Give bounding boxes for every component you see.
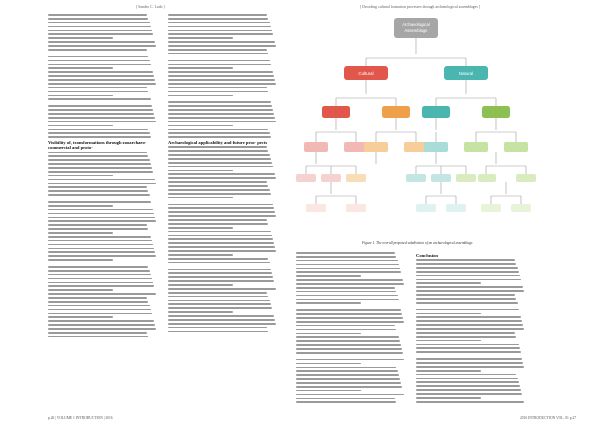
text-line bbox=[296, 260, 398, 262]
text-line bbox=[296, 275, 361, 277]
text-line bbox=[48, 71, 153, 73]
text-line bbox=[168, 18, 268, 20]
text-line bbox=[168, 185, 268, 187]
text-line bbox=[416, 324, 523, 326]
text-line bbox=[168, 53, 268, 55]
text-line bbox=[416, 370, 481, 372]
text-line bbox=[48, 45, 156, 47]
section-heading: Archaeological applicability and future pros- pects bbox=[168, 140, 268, 146]
text-line bbox=[296, 352, 403, 354]
text-line bbox=[48, 336, 148, 338]
text-line bbox=[296, 398, 395, 400]
text-line bbox=[296, 268, 400, 270]
figure-caption: Figure 1. The overall proposed subdivision of an archaeological assemblage. bbox=[362, 241, 474, 245]
diagram-node bbox=[482, 106, 510, 118]
text-line bbox=[48, 105, 152, 107]
diagram-node bbox=[296, 174, 316, 182]
text-line bbox=[416, 316, 521, 318]
text-line bbox=[168, 246, 275, 248]
text-line bbox=[48, 98, 151, 100]
text-line bbox=[48, 240, 152, 242]
running-header-left: [ Sandro C. Ludo ] bbox=[136, 5, 165, 9]
text-line bbox=[48, 136, 151, 138]
text-line bbox=[168, 166, 273, 168]
text-line bbox=[48, 41, 155, 43]
diagram-node bbox=[431, 174, 451, 182]
text-line bbox=[296, 309, 401, 311]
diagram-root-node bbox=[394, 18, 438, 38]
text-line bbox=[168, 45, 276, 47]
text-line bbox=[48, 183, 156, 185]
diagram-node bbox=[346, 204, 366, 212]
text-line bbox=[48, 175, 113, 177]
text-line bbox=[168, 14, 267, 16]
text-line bbox=[48, 129, 148, 131]
node-label: Natural bbox=[458, 71, 474, 76]
text-line bbox=[48, 190, 148, 192]
text-line bbox=[48, 213, 154, 215]
text-line bbox=[48, 205, 113, 207]
text-line bbox=[48, 152, 147, 154]
text-line bbox=[168, 26, 271, 28]
text-line bbox=[48, 309, 151, 311]
text-line bbox=[296, 317, 403, 319]
text-line bbox=[48, 179, 155, 181]
text-line bbox=[416, 275, 520, 277]
text-line bbox=[48, 155, 148, 157]
diagram-node bbox=[456, 174, 476, 182]
text-line bbox=[168, 136, 271, 138]
text-line bbox=[168, 319, 275, 321]
text-line bbox=[168, 215, 276, 217]
text-line bbox=[48, 293, 156, 295]
diagram-node bbox=[422, 106, 450, 118]
running-header-right: [ Decoding cultural formation processes through archaeological assemblages ] bbox=[360, 5, 481, 9]
text-column-2 bbox=[168, 14, 276, 334]
text-line bbox=[416, 282, 481, 284]
text-line bbox=[168, 219, 267, 221]
text-line bbox=[48, 305, 150, 307]
text-line bbox=[48, 167, 152, 169]
text-line bbox=[296, 394, 404, 396]
diagram-node bbox=[346, 174, 366, 182]
text-line bbox=[168, 158, 271, 160]
diagram-node bbox=[416, 204, 436, 212]
text-line bbox=[48, 79, 155, 81]
root-label-line2: Assemblage bbox=[404, 28, 428, 33]
text-line bbox=[48, 109, 153, 111]
text-line bbox=[168, 71, 273, 73]
text-line bbox=[168, 132, 270, 134]
text-line bbox=[416, 279, 521, 281]
text-line bbox=[168, 146, 267, 148]
text-line bbox=[168, 22, 270, 24]
diagram-level-3 bbox=[304, 142, 528, 152]
text-line bbox=[168, 121, 276, 123]
text-line bbox=[168, 170, 233, 172]
diagram-node-natural bbox=[444, 66, 488, 80]
text-line bbox=[168, 41, 275, 43]
text-line bbox=[48, 274, 151, 276]
text-line bbox=[168, 207, 274, 209]
text-column-1 bbox=[48, 14, 156, 340]
text-line bbox=[48, 49, 147, 51]
text-line bbox=[48, 132, 150, 134]
diagram-node bbox=[504, 142, 528, 152]
text-line bbox=[168, 91, 268, 93]
text-line bbox=[48, 301, 148, 303]
text-line bbox=[168, 242, 274, 244]
text-line bbox=[296, 340, 400, 342]
text-line bbox=[168, 129, 268, 131]
text-line bbox=[168, 327, 267, 329]
diagram-level-5 bbox=[306, 204, 531, 212]
text-line bbox=[168, 262, 270, 264]
text-line bbox=[48, 18, 148, 20]
diagram-node bbox=[382, 106, 410, 118]
text-line bbox=[48, 30, 152, 32]
text-line bbox=[168, 288, 276, 290]
text-line bbox=[48, 324, 155, 326]
text-line bbox=[168, 37, 233, 39]
text-line bbox=[168, 227, 233, 229]
text-line bbox=[296, 329, 396, 331]
text-line bbox=[296, 401, 396, 403]
text-line bbox=[48, 121, 156, 123]
text-line bbox=[48, 228, 148, 230]
text-line bbox=[168, 30, 272, 32]
text-line bbox=[168, 323, 276, 325]
text-line bbox=[296, 271, 401, 273]
text-line bbox=[48, 117, 155, 119]
text-line bbox=[48, 224, 147, 226]
text-line bbox=[416, 385, 520, 387]
text-line bbox=[48, 220, 156, 222]
text-line bbox=[168, 83, 276, 85]
diagram-level-2 bbox=[322, 106, 510, 118]
text-line bbox=[296, 279, 403, 281]
text-line bbox=[168, 272, 272, 274]
text-line bbox=[416, 374, 516, 376]
text-line bbox=[48, 217, 155, 219]
diagram-node bbox=[364, 142, 388, 152]
text-line bbox=[416, 294, 515, 296]
text-line bbox=[168, 223, 268, 225]
text-line bbox=[296, 295, 398, 297]
text-line bbox=[168, 154, 270, 156]
text-line bbox=[48, 316, 113, 318]
text-line bbox=[48, 14, 147, 16]
text-line bbox=[48, 67, 113, 69]
text-line bbox=[296, 333, 361, 335]
text-line bbox=[48, 163, 151, 165]
text-line bbox=[48, 289, 113, 291]
diagram-node bbox=[304, 142, 328, 152]
text-line bbox=[48, 285, 154, 287]
text-line bbox=[168, 95, 233, 97]
text-line bbox=[48, 159, 150, 161]
text-line bbox=[168, 300, 270, 302]
text-line bbox=[296, 359, 404, 361]
text-line bbox=[416, 286, 523, 288]
text-column-3 bbox=[296, 252, 404, 405]
text-line bbox=[296, 370, 398, 372]
text-line bbox=[48, 255, 156, 257]
text-line bbox=[168, 67, 233, 69]
diagram-node-cultural bbox=[344, 66, 388, 80]
text-line bbox=[168, 211, 275, 213]
text-line bbox=[48, 266, 148, 268]
text-line bbox=[48, 171, 153, 173]
text-line bbox=[168, 150, 268, 152]
text-line bbox=[416, 351, 521, 353]
diagram-node bbox=[516, 174, 536, 182]
text-line bbox=[168, 331, 268, 333]
text-line bbox=[168, 276, 273, 278]
text-line bbox=[48, 91, 148, 93]
text-line bbox=[168, 204, 273, 206]
text-line bbox=[416, 271, 519, 273]
text-line bbox=[48, 87, 147, 89]
text-line bbox=[48, 244, 153, 246]
text-line bbox=[48, 26, 151, 28]
text-line bbox=[168, 269, 271, 271]
text-line bbox=[168, 292, 267, 294]
text-line bbox=[416, 362, 523, 364]
text-line bbox=[416, 401, 524, 403]
text-line bbox=[296, 325, 395, 327]
text-line bbox=[168, 101, 271, 103]
text-line bbox=[48, 232, 113, 234]
running-footer-right: 2016 INTRODUCTION VOL. 01 p.27 bbox=[520, 416, 577, 420]
text-line bbox=[48, 75, 154, 77]
text-line bbox=[168, 60, 270, 62]
text-line bbox=[296, 252, 395, 254]
text-line bbox=[168, 254, 233, 256]
text-line bbox=[168, 113, 274, 115]
text-line bbox=[296, 287, 395, 289]
text-line bbox=[296, 344, 401, 346]
text-line bbox=[48, 320, 154, 322]
text-line bbox=[168, 33, 273, 35]
text-line bbox=[168, 162, 272, 164]
text-line bbox=[48, 328, 156, 330]
text-line bbox=[48, 248, 154, 250]
text-line bbox=[168, 235, 272, 237]
text-line bbox=[168, 125, 233, 127]
text-line bbox=[48, 56, 148, 58]
text-line bbox=[168, 79, 275, 81]
text-line bbox=[48, 125, 113, 127]
text-line bbox=[48, 33, 153, 35]
text-line bbox=[296, 390, 361, 392]
text-line bbox=[416, 340, 481, 342]
text-line bbox=[416, 290, 524, 292]
text-column-4 bbox=[416, 252, 524, 405]
text-line bbox=[48, 236, 151, 238]
text-line bbox=[48, 270, 150, 272]
text-line bbox=[416, 302, 518, 304]
text-line bbox=[296, 382, 401, 384]
text-line bbox=[48, 313, 152, 315]
text-line bbox=[168, 284, 233, 286]
diagram-node bbox=[321, 174, 341, 182]
text-line bbox=[296, 299, 399, 301]
text-line bbox=[168, 109, 273, 111]
text-line bbox=[48, 278, 152, 280]
text-line bbox=[416, 336, 516, 338]
text-line bbox=[296, 374, 399, 376]
text-line bbox=[296, 336, 399, 338]
text-line bbox=[168, 250, 276, 252]
text-line bbox=[296, 256, 396, 258]
text-line bbox=[48, 332, 147, 334]
text-line bbox=[48, 22, 150, 24]
text-line bbox=[296, 321, 404, 323]
text-line bbox=[416, 320, 522, 322]
text-line bbox=[48, 194, 150, 196]
text-line bbox=[168, 311, 233, 313]
text-line bbox=[416, 378, 518, 380]
diagram-node bbox=[446, 204, 466, 212]
text-line bbox=[296, 302, 361, 304]
text-line bbox=[168, 189, 270, 191]
diagram-node bbox=[481, 204, 501, 212]
text-line bbox=[168, 231, 271, 233]
text-line bbox=[296, 264, 399, 266]
text-line bbox=[416, 393, 522, 395]
text-line bbox=[416, 263, 516, 265]
text-line bbox=[48, 83, 156, 85]
text-line bbox=[168, 177, 276, 179]
diagram-node bbox=[424, 142, 448, 152]
text-line bbox=[296, 378, 400, 380]
text-line bbox=[296, 367, 396, 369]
text-line bbox=[296, 348, 402, 350]
text-line bbox=[416, 381, 519, 383]
diagram-node bbox=[511, 204, 531, 212]
diagram-node bbox=[478, 174, 496, 182]
diagram-node bbox=[306, 204, 326, 212]
text-line bbox=[48, 201, 151, 203]
text-line bbox=[48, 186, 147, 188]
text-line bbox=[168, 303, 271, 305]
diagram-node bbox=[464, 142, 488, 152]
text-line bbox=[168, 315, 274, 317]
text-line bbox=[168, 173, 275, 175]
text-line bbox=[416, 313, 481, 315]
text-line bbox=[168, 280, 274, 282]
text-line bbox=[416, 347, 520, 349]
text-line bbox=[168, 75, 274, 77]
assemblage-diagram bbox=[296, 14, 536, 238]
text-line bbox=[168, 64, 271, 66]
section-heading: Conclusion bbox=[416, 253, 438, 258]
text-line bbox=[416, 344, 519, 346]
text-line bbox=[416, 259, 515, 261]
root-label-line1: Archaeological bbox=[402, 22, 430, 27]
diagram-node bbox=[322, 106, 350, 118]
text-line bbox=[416, 332, 515, 334]
text-line bbox=[168, 258, 268, 260]
text-line bbox=[416, 328, 524, 330]
section-heading: Visibility of, transformations through zooarchaeo- commercial and proto- bbox=[48, 140, 147, 151]
text-line bbox=[168, 49, 267, 51]
text-line bbox=[168, 197, 233, 199]
text-line bbox=[48, 282, 153, 284]
text-line bbox=[168, 307, 272, 309]
text-line bbox=[296, 386, 402, 388]
text-line bbox=[48, 113, 154, 115]
text-line bbox=[48, 251, 155, 253]
text-line bbox=[48, 95, 113, 97]
text-line bbox=[416, 298, 516, 300]
text-line bbox=[168, 238, 273, 240]
text-line bbox=[296, 313, 402, 315]
text-line bbox=[416, 366, 524, 368]
text-line bbox=[48, 64, 151, 66]
text-line bbox=[416, 309, 519, 311]
text-line bbox=[296, 291, 396, 293]
text-line bbox=[168, 117, 275, 119]
text-line bbox=[168, 181, 267, 183]
text-line bbox=[296, 283, 404, 285]
text-line bbox=[48, 209, 153, 211]
text-line bbox=[168, 105, 272, 107]
diagram-node bbox=[406, 174, 426, 182]
text-line bbox=[416, 267, 518, 269]
text-line bbox=[48, 60, 150, 62]
text-line bbox=[416, 358, 522, 360]
text-line bbox=[168, 193, 271, 195]
text-line bbox=[168, 296, 268, 298]
text-line bbox=[48, 259, 113, 261]
node-label: Cultural bbox=[358, 71, 374, 76]
text-line bbox=[416, 397, 481, 399]
diagram-level-4 bbox=[296, 174, 536, 182]
text-line bbox=[48, 37, 113, 39]
text-line bbox=[48, 297, 147, 299]
text-line bbox=[416, 389, 521, 391]
running-footer-left: p.26 | VOLUME 1 INTRODUCTION | 2016 bbox=[48, 416, 113, 420]
text-line bbox=[168, 87, 267, 89]
text-line bbox=[296, 363, 361, 365]
